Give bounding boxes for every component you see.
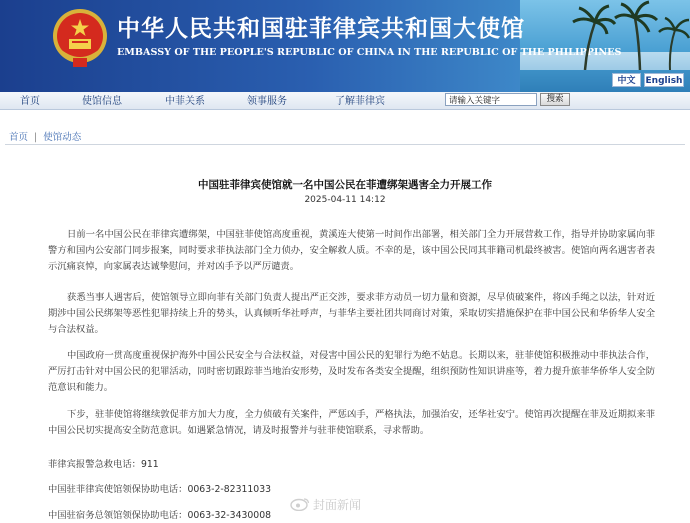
article-paragraph: [48, 290, 655, 338]
contact-line-embassy: 中国驻菲律宾使馆领保协助电话：0063-2-82311033: [48, 484, 272, 495]
embassy-title-english: EMBASSY OF THE PEOPLE'S REPUBLIC OF CHINA IN THE REPUBLIC OF THE PHILIPPINES: [117, 47, 622, 58]
lang-chinese-button[interactable]: 中文: [612, 73, 641, 87]
paragraph-text: 中国政府一贯高度重视保护海外中国公民安全与合法权益，对侵害中国公民的犯罪行为绝不姑息。长期以来，驻菲使馆积极推动中菲执法合作，严厉打击针对中国公民的犯罪活动，同时密切跟踪菲当地治安形势，及时发布各类安全提醒，组织预防性知识讲座等，着力提升旅菲华侨华人安全防范意识和能力。: [48, 350, 655, 393]
nav-home[interactable]: 首页: [20, 96, 40, 107]
palm-trees-icon: [565, 0, 690, 70]
paragraph-text: 日前一名中国公民在菲律宾遭绑架，中国驻菲使馆高度重视，黄溪连大使第一时间作出部署，相关部门全力开展营救工作，指导并协助家属向菲警方和国内公安部门同步报案，同时要求菲执法部门全力侦办，安全解救人质。不幸的是，该中国公民同其菲籍司机最终被害。使馆向两名遇害者表示沉痛哀悼，向家属表达诚挚慰问，并对凶手予以严厉谴责。: [48, 229, 655, 272]
lang-english-button[interactable]: English: [644, 73, 684, 87]
weibo-logo-icon: [290, 497, 310, 511]
search-input[interactable]: [445, 93, 537, 106]
contact-line-emergency: 菲律宾报警急救电话：911: [48, 459, 159, 470]
header-banner: [0, 0, 690, 92]
nav-about-philippines[interactable]: 了解菲律宾: [335, 96, 385, 107]
article-paragraph: [48, 227, 655, 275]
paragraph-text: 下步，驻菲使馆将继续敦促菲方加大力度，全力侦破有关案件，严惩凶手，严格执法，加强治安，还华社安宁。使馆再次提醒在菲及近期拟来菲中国公民切实提高安全防范意识。如遇紧急情况，请及时报警并与驻菲使馆联系，寻求帮助。: [48, 409, 655, 436]
breadcrumb-home[interactable]: 首页: [9, 132, 29, 143]
watermark: [290, 496, 361, 513]
breadcrumb-divider: [5, 144, 685, 145]
nav-consular-services[interactable]: 领事服务: [247, 96, 287, 107]
breadcrumb-embassy-news[interactable]: 使馆动态: [43, 132, 82, 143]
article-date: 2025-04-11 14:12: [304, 195, 386, 205]
search-button[interactable]: 搜索: [540, 93, 570, 106]
national-emblem-icon: [51, 6, 109, 70]
article-title: 中国驻菲律宾使馆就一名中国公民在菲遭绑架遇害全力开展工作: [198, 179, 492, 191]
contact-line-cebu-consulate: 中国驻宿务总领馆领保协助电话：0063-32-3430008: [48, 510, 272, 521]
breadcrumb-separator: |: [34, 132, 38, 143]
article-paragraph: [48, 407, 655, 439]
watermark-text: 封面新闻: [313, 498, 362, 512]
embassy-title-chinese: 中华人民共和国驻菲律宾共和国大使馆: [117, 15, 525, 42]
paragraph-text: 获悉当事人遇害后，使馆领导立即向菲有关部门负责人提出严正交涉，要求菲方动员一切力量和资源，尽早侦破案件，将凶手绳之以法，针对近期涉中国公民绑架等恶性犯罪持续上升的势头，认真倾听华社呼声，与菲华主要社团共同商讨对策，采取切实措施保护在菲中国公民和华侨华人安全与合法权益。: [48, 292, 655, 335]
article-paragraph: [48, 348, 655, 396]
breadcrumb: [9, 129, 81, 143]
nav-china-philippines-relations[interactable]: 中菲关系: [165, 96, 205, 107]
nav-embassy-info[interactable]: 使馆信息: [82, 96, 122, 107]
